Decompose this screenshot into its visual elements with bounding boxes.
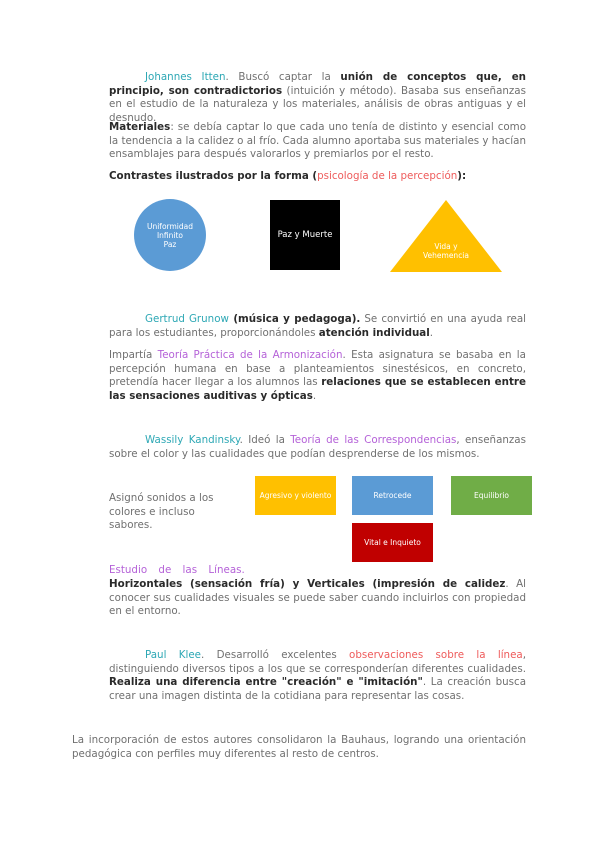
- lineas-paragraph: Horizontales (sensación fría) y Verticales (impresión de calidez. Al conocer sus cualidades visuales se puede saber cuando incluirlos con propiedad en el entorno.: [109, 578, 526, 617]
- kandinsky-paragraph: Wassily Kandinsky. Ideó la Teoría de las Correspondencias, enseñanzas sobre el color y las cualidades que podían desprenderse de los mismos.: [109, 434, 526, 460]
- color-box-green: Equilibrio: [451, 476, 532, 515]
- square-shape: Paz y Muerte: [270, 200, 340, 270]
- color-box-red: Vital e Inquieto: [352, 523, 433, 562]
- grunow-name: Gertrud Grunow: [145, 313, 229, 325]
- linea-link[interactable]: observaciones sobre la línea: [349, 649, 523, 661]
- lineas-title: Estudio de las Líneas.: [109, 564, 245, 576]
- correspondencias-link[interactable]: Teoría de las Correspondencias: [290, 434, 457, 446]
- klee-name: Paul Klee: [145, 649, 202, 661]
- itten-paragraph: Johannes Itten. Buscó captar la unión de conceptos que, en principio, son contradictorios (intuición y método). Basaba sus enseñanzas en el estudio de la naturaleza y los materiales, análisis de obras antiguas y el desnudo.: [109, 71, 527, 124]
- grunow-paragraph: Gertrud Grunow (música y pedagoga). Se convirtió en una ayuda real para los estudiantes, proporcionándoles atención individual.: [109, 313, 526, 339]
- percepcion-link[interactable]: psicología de la percepción: [317, 170, 458, 182]
- itten-name: Johannes Itten: [145, 71, 226, 83]
- color-box-blue: Retrocede: [352, 476, 433, 515]
- armonizacion-paragraph: Impartía Teoría Práctica de la Armonización. Esta asignatura se basaba en la percepción humana en base a planteamientos sinestésicos, en concreto, pretendía hacer llegar a los alumnos las relaciones que se establecen entre las sensaciones auditivas y ópticas.: [109, 349, 526, 402]
- armonizacion-link[interactable]: Teoría Práctica de la Armonización: [157, 349, 343, 361]
- contrastes-heading: Contrastes ilustrados por la forma (psicología de la percepción):: [109, 170, 467, 182]
- materiales-paragraph: Materiales: se debía captar lo que cada uno tenía de distinto y esencial como la tendencia a la calidez o al frío. Cada alumno aportaba sus materiales y hacían ensamblajes para después valorarlos y premiarlos por el resto.: [109, 121, 526, 160]
- triangle-label: Vida y Vehemencia: [422, 242, 469, 260]
- sonidos-note: Asignó sonidos a los colores e incluso sabores.: [109, 492, 214, 531]
- triangle-svg: [390, 200, 502, 272]
- klee-paragraph: Paul Klee. Desarrolló excelentes observaciones sobre la línea, distinguiendo diversos tipos a los que se corresponderían diferentes cualidades. Realiza una diferencia entre "creación" e "imitación". La creación busca crear una imagen distinta de la cotidiana para representar las cosas.: [109, 649, 527, 702]
- materiales-label: Materiales: [109, 121, 171, 133]
- circle-shape: Uniformidad Infinito Paz: [134, 199, 206, 271]
- kandinsky-name: Wassily Kandinsky: [145, 434, 240, 446]
- conclusion-paragraph: La incorporación de estos autores consolidaron la Bauhaus, logrando una orientación pedagógica con perfiles muy diferentes al resto de centros.: [72, 734, 526, 760]
- triangle-shape: [390, 200, 502, 272]
- color-box-yellow: Agresivo y violento: [255, 476, 336, 515]
